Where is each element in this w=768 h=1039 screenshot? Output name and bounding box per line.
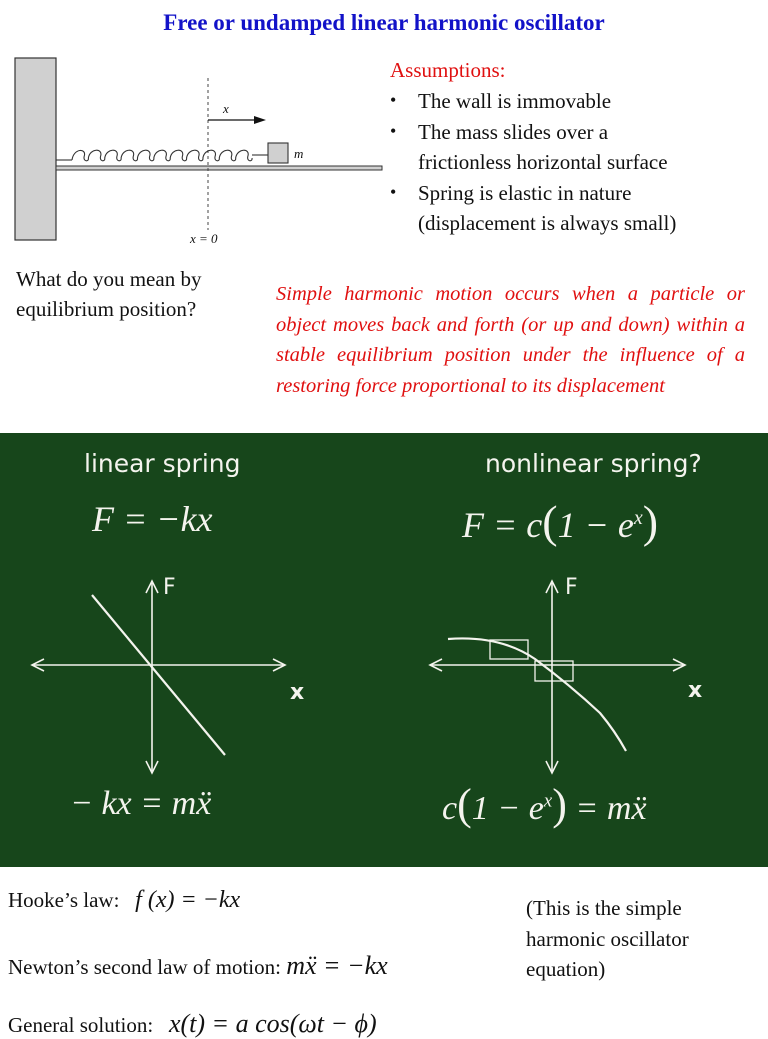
linear-force-equation: F = −kx — [92, 499, 213, 539]
list-item — [388, 86, 758, 117]
assumption-text-cont: frictionless horizontal surface — [418, 150, 668, 174]
equilibrium-question: What do you mean by equilibrium position? — [16, 267, 202, 321]
assumptions-heading: Assumptions: — [390, 58, 506, 82]
linear-motion-equation: − kx = mẍ — [70, 785, 212, 822]
assumption-text: Spring is elastic in nature — [418, 180, 632, 205]
f-axis-label: F — [163, 575, 176, 600]
mass-label: m — [294, 146, 304, 161]
hookes-law-equation: f (x) = −kx — [135, 887, 241, 913]
hookes-law: Hooke’s law: f (x) = −kx — [8, 887, 241, 913]
nonlinear-spring-heading: nonlinear spring? — [485, 449, 702, 478]
linear-spring-heading: linear spring — [84, 449, 241, 478]
floor-surface — [56, 166, 382, 170]
list-item — [388, 178, 758, 239]
origin-label: x = 0 — [190, 231, 218, 246]
f-axis-label: F — [565, 575, 578, 600]
oscillator-diagram — [0, 50, 390, 250]
shm-definition: Simple harmonic motion occurs when a particle or object moves back and forth (or up and down) within a stable equilibrium position under the influence of a restoring force proportional to its displacement — [276, 283, 745, 397]
linear-force-graph — [0, 563, 330, 783]
newtons-second-law: Newton’s second law of motion: mẍ = −kx — [8, 951, 388, 980]
nonlinear-force-equation: $F = c(1 - e^x)$ — [462, 496, 659, 547]
nonlinear-motion-equation: $c(1 - e^x)$ = mẍ — [442, 780, 647, 829]
x-axis-label: x — [290, 680, 305, 705]
arrow-head-icon — [254, 116, 266, 124]
assumptions-list — [388, 86, 758, 239]
x-label: x — [223, 101, 229, 116]
nonlinear-force-curve — [448, 638, 626, 751]
list-item — [388, 117, 758, 178]
assumption-text: The mass slides over a — [418, 119, 609, 144]
page-title: Free or undamped linear harmonic oscillator — [163, 10, 605, 35]
nonlinear-force-graph — [400, 563, 730, 783]
x-axis-label: x — [688, 678, 703, 703]
chalkboard — [0, 433, 768, 867]
general-solution-equation: x(t) = a cos(ωt − ϕ) — [168, 1009, 377, 1038]
wall — [15, 58, 56, 240]
spring — [72, 150, 252, 161]
mass-block — [268, 143, 288, 163]
assumption-text-cont: (displacement is always small) — [418, 211, 677, 235]
general-solution: General solution: x(t) = a cos(ωt − ϕ) — [8, 1009, 377, 1038]
sho-equation-note: (This is the simple harmonic oscillator equation) — [526, 896, 689, 981]
newtons-law-equation: mẍ = −kx — [286, 951, 388, 980]
linear-force-line — [92, 595, 225, 755]
assumption-text: The wall is immovable — [418, 89, 612, 113]
